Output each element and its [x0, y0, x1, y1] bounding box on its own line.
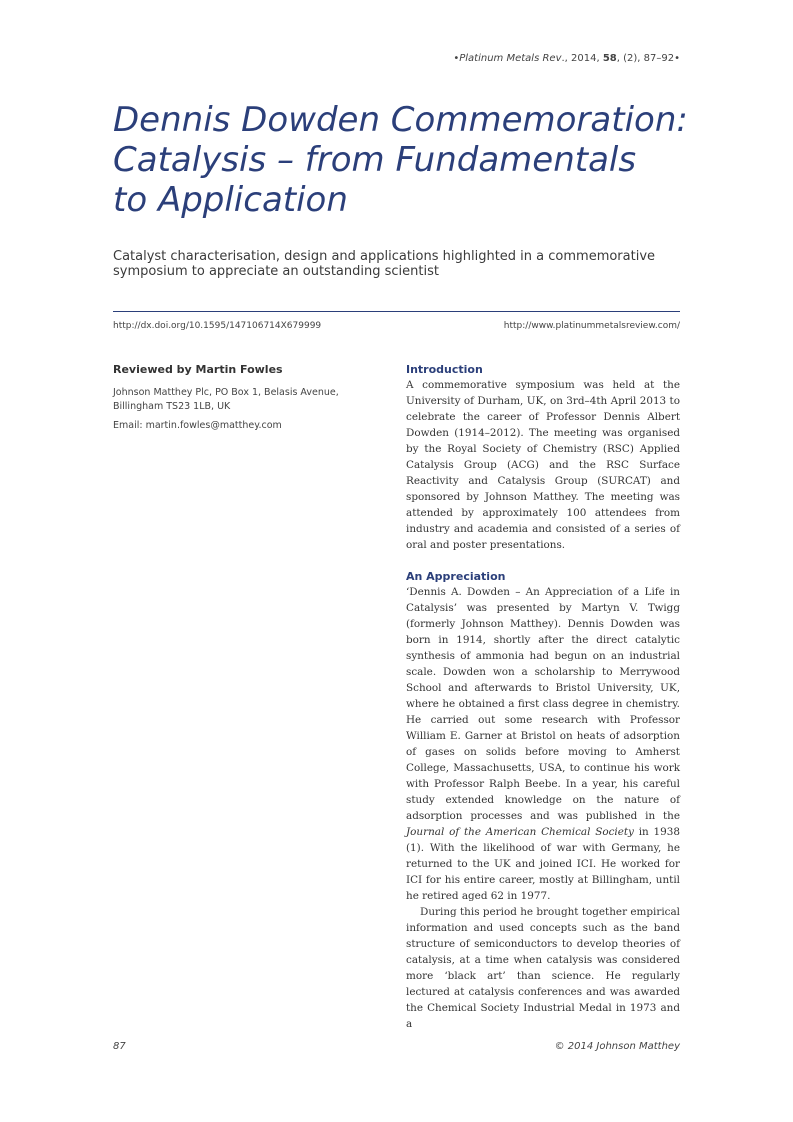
citation-bullet-close: • — [674, 53, 680, 64]
title-line: Dennis Dowden Commemoration: — [113, 100, 688, 140]
reviewer-block — [113, 363, 388, 433]
intro-paragraph: A commemorative symposium was held at the University of Durham, UK, on 3rd–4th April 2013 to celebrate the career of Professor Dennis Albert Dowden (1914–2012). The meeting was organised by the Royal Society of Chemistry (RSC) Applied Catalysis Group (ACG) and the RSC Surface Reactivity and Catalysis Group (SURCAT) and sponsored by Johnson Matthey. The meeting was attended by approximately 100 attendees from industry and academia and consisted of a series of oral and poster presentations. — [406, 379, 680, 551]
title-line: Catalysis – from Fundamentals — [113, 140, 637, 180]
subtitle-line: symposium to appreciate an outstanding scientist — [113, 264, 439, 279]
title-line: to Application — [113, 180, 348, 220]
appreciation-paragraph-2: During this period he brought together empirical information and used concepts such as the band structure of semiconductors to develop theories of catalysis, at a time when catalysis was considered more ‘black art’ than science. He regularly lectured at catalysis conferences and was awarded the Chemical Society Industrial Medal in 1973 and a — [406, 906, 680, 1030]
appreciation-paragraph-1 — [406, 584, 680, 904]
journal-reference: Journal of the American Chemical Society — [406, 826, 634, 838]
page-number: 87 — [113, 1041, 126, 1052]
journal-name: Platinum Metals Rev — [459, 53, 562, 64]
section-spacer — [406, 553, 680, 569]
reviewer-affiliation: Johnson Matthey Plc, PO Box 1, Belasis Avenue, Billingham TS23 1LB, UK — [113, 387, 339, 412]
subtitle-line: Catalyst characterisation, design and applications highlighted in a commemorative — [113, 249, 656, 264]
citation-issue-pages: , (2), 87–92 — [616, 53, 675, 64]
appreciation-text: ‘Dennis A. Dowden – An Appreciation of a Life in Catalysis’ was presented by Martyn V. Twigg (formerly Johnson Matthey). Dennis Dowden was born in 1914, shortly after the direct catalytic synthesis of ammonia had begun on an industrial scale. Dowden won a scholarship to Merrywood School and afterwards to Bristol University, UK, where he obtained a first class degree in chemistry. He carried out some research with Professor William E. Garner at Bristol on heats of adsorption of gases on solids before moving to Amherst College, Massachusetts, USA, to continue his work with Professor Ralph Beebe. In a year, his careful study extended knowledge on the nature of adsorption processes and was published in the — [406, 586, 680, 822]
copyright-notice: © 2014 Johnson Matthey — [554, 1041, 680, 1052]
article-body — [406, 362, 680, 1032]
article-subtitle — [113, 249, 673, 279]
citation-year: ., 2014, — [561, 53, 603, 64]
reviewer-name: Reviewed by Martin Fowles — [113, 363, 283, 376]
article-title — [113, 100, 713, 220]
citation-bullet-open: • — [453, 53, 460, 64]
journal-citation — [453, 53, 680, 64]
reviewer-email[interactable]: Email: martin.fowles@matthey.com — [113, 420, 282, 431]
section-heading-appreciation: An Appreciation — [406, 570, 506, 583]
appreciation-text: in 1938 (1). With the likelihood of war with Germany, he returned to the UK and joined ICI. He worked for ICI for his entire career, mostly at Billingham, until he retired aged 62 in 1977. — [406, 826, 680, 902]
citation-volume: 58 — [602, 53, 617, 64]
section-heading-introduction: Introduction — [406, 363, 483, 376]
website-link[interactable]: http://www.platinummetalsreview.com/ — [503, 321, 680, 331]
doi-link[interactable]: http://dx.doi.org/10.1595/147106714X679999 — [113, 321, 322, 331]
header-divider — [113, 311, 680, 312]
